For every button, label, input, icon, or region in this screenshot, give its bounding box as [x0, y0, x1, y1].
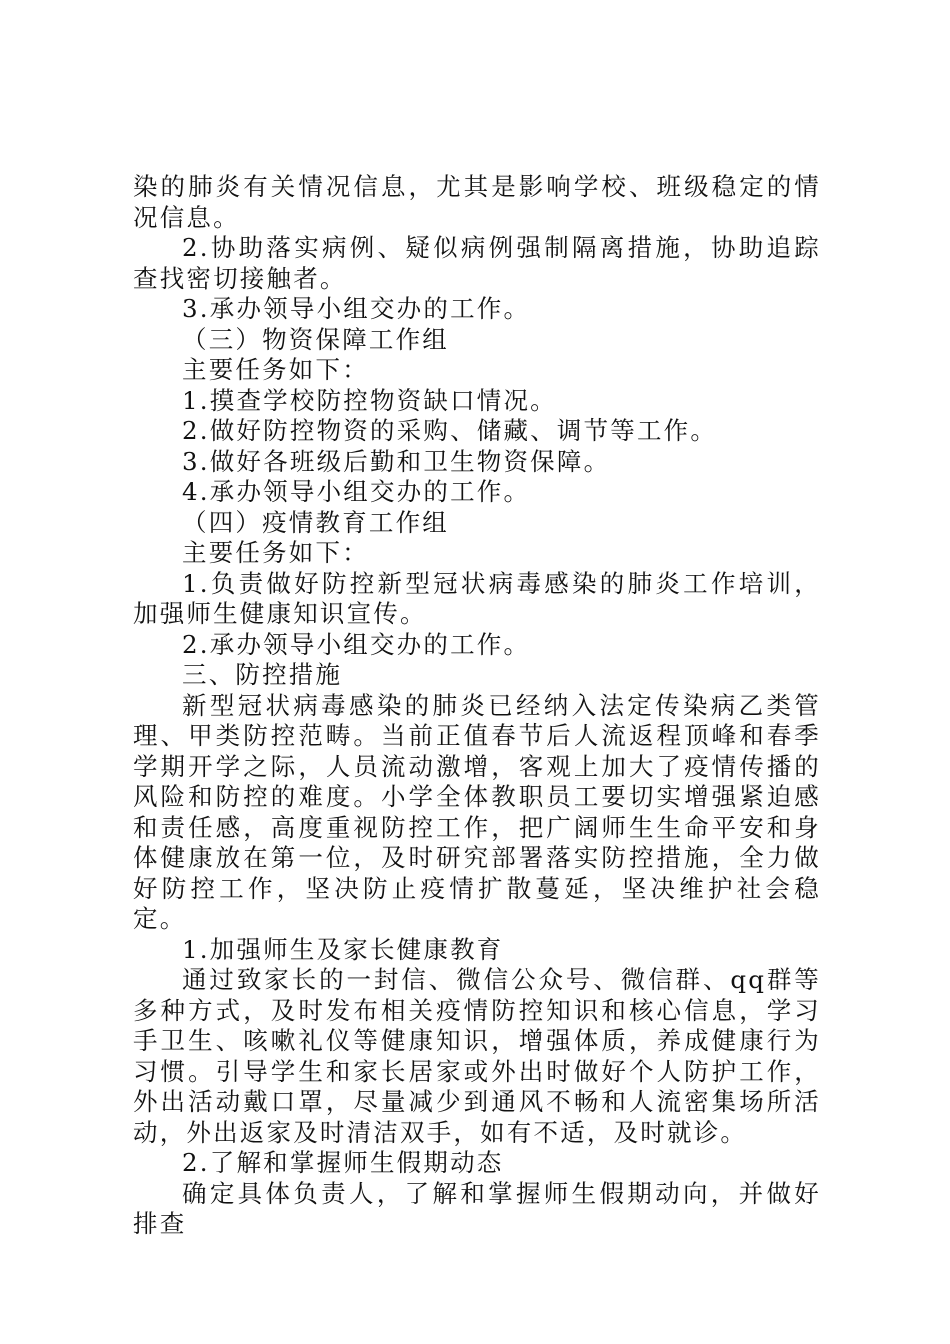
paragraph: 主要任务如下：: [182, 355, 369, 384]
section-heading: （三）物资保障工作组: [182, 324, 449, 354]
paragraph: 2.做好防控物资的采购、储藏、调节等工作。: [182, 416, 718, 445]
paragraph: 新型冠状病毒感染的肺炎已经纳入法定传染病乙类管理、甲类防控范畴。当前正值春节后人流返程顶峰和春季学期开学之际，人员流动激增，客观上加大了疫情传播的风险和防控的难度。小学全体教职员工要切实增强紧迫感和责任感，高度重视防控工作，把广阔师生生命平安和身体健康放在第一位，及时研究部署落实防控措施，全力做好防控工作，坚决防止疫情扩散蔓延，坚决维护社会稳定。: [133, 690, 821, 933]
paragraph: 染的肺炎有关情况信息，尤其是影响学校、班级稳定的情况信息。: [133, 172, 821, 232]
paragraph: 1.负责做好防控新型冠状病毒感染的肺炎工作培训，加强师生健康知识宣传。: [133, 568, 821, 628]
paragraph: 3.承办领导小组交办的工作。: [182, 294, 531, 323]
section-heading: 三、防控措施: [182, 660, 343, 689]
paragraph: 4.承办领导小组交办的工作。: [182, 477, 531, 506]
paragraph: 通过致家长的一封信、微信公众号、微信群、qq群等多种方式，及时发布相关疫情防控知识和核心信息，学习手卫生、咳嗽礼仪等健康知识，增强体质，养成健康行为习惯。引导学生和家长居家或外出时做好个人防护工作，外出活动戴口罩，尽量减少到通风不畅和人流密集场所活动，外出返家及时清洁双手，如有不适，及时就诊。: [133, 965, 821, 1147]
paragraph: 2.协助落实病例、疑似病例强制隔离措施，协助追踪查找密切接触者。: [133, 233, 821, 293]
subsection-heading: 1.加强师生及家长健康教育: [182, 934, 504, 964]
paragraph: 2.承办领导小组交办的工作。: [182, 629, 531, 659]
paragraph: 主要任务如下：: [182, 538, 369, 567]
paragraph: 确定具体负责人，了解和掌握师生假期动向，并做好排查: [133, 1178, 821, 1238]
document-page: [133, 172, 821, 1240]
paragraph: 3.做好各班级后勤和卫生物资保障。: [182, 446, 611, 476]
paragraph: 1.摸查学校防控物资缺口情况。: [182, 385, 557, 415]
subsection-heading: 2.了解和掌握师生假期动态: [182, 1148, 504, 1177]
section-heading: （四）疫情教育工作组: [182, 507, 449, 537]
